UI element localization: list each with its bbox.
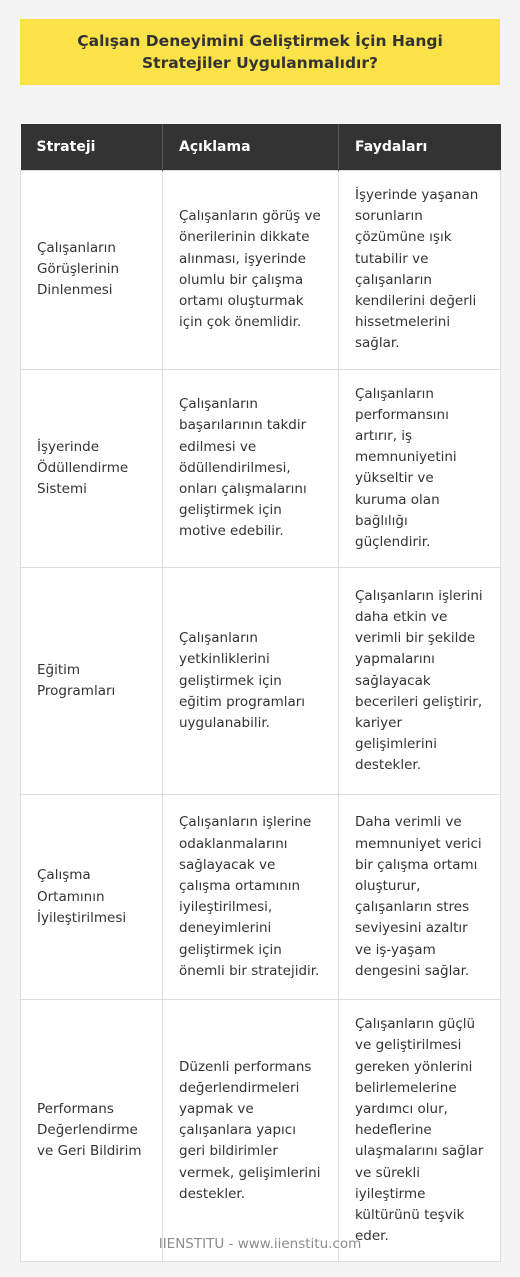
strategy-cell: Çalışma Ortamının İyileştirilmesi	[21, 795, 163, 1000]
strategy-cell: Performans Değerlendirme ve Geri Bildirim	[21, 1000, 163, 1262]
strategy-cell: İşyerinde Ödüllendirme Sistemi	[21, 369, 163, 568]
benefits-cell: Çalışanların performansını artırır, iş memnuniyetini yükseltir ve kuruma olan bağlılığı güçlendirir.	[339, 369, 501, 568]
description-cell: Çalışanların işlerine odaklanmalarını sağlayacak ve çalışma ortamının iyileştirilmesi, deneyimlerini geliştirmek için önemli bir stratejidir.	[163, 795, 339, 1000]
table-header-row	[21, 124, 501, 171]
title-banner	[20, 19, 500, 85]
footer-credit: IIENSTITU - www.iienstitu.com	[158, 1236, 362, 1252]
benefits-cell: Çalışanların güçlü ve geliştirilmesi gereken yönlerini belirlemelerine yardımcı olur, hedeflerine ulaşmalarını sağlar ve sürekli iyileştirme kültürünü teşvik eder.	[339, 1000, 501, 1262]
description-cell: Düzenli performans değerlendirmeleri yapmak ve çalışanlara yapıcı geri bildirimler vermek, gelişimlerini destekler.	[163, 1000, 339, 1262]
table-row	[21, 568, 501, 795]
benefits-cell: Daha verimli ve memnuniyet verici bir çalışma ortamı oluşturur, çalışanların stres seviyesini azaltır ve iş-yaşam dengesini sağlar.	[339, 795, 501, 1000]
table-row	[21, 369, 501, 568]
page-title: Çalışan Deneyimini Geliştirmek İçin Hangi Stratejiler Uygulanmalıdır?	[77, 32, 443, 72]
description-cell: Çalışanların başarılarının takdir edilmesi ve ödüllendirilmesi, onları çalışmalarını geliştirmek için motive edebilir.	[163, 369, 339, 568]
column-header-description: Açıklama	[163, 124, 339, 171]
table-row	[21, 1000, 501, 1262]
strategy-cell: Çalışanların Görüşlerinin Dinlenmesi	[21, 171, 163, 370]
description-cell: Çalışanların yetkinliklerini geliştirmek için eğitim programları uygulanabilir.	[163, 568, 339, 795]
benefits-cell: Çalışanların işlerini daha etkin ve verimli bir şekilde yapmalarını sağlayacak becerileri geliştirir, kariyer gelişimlerini destekler.	[339, 568, 501, 795]
strategy-table	[20, 124, 501, 1262]
column-header-benefits: Faydaları	[339, 124, 501, 171]
strategy-cell: Eğitim Programları	[21, 568, 163, 795]
table-row	[21, 171, 501, 370]
table-row	[21, 795, 501, 1000]
column-header-strategy: Strateji	[21, 124, 163, 171]
description-cell: Çalışanların görüş ve önerilerinin dikkate alınması, işyerinde olumlu bir çalışma ortamı oluşturmak için çok önemlidir.	[163, 171, 339, 370]
benefits-cell: İşyerinde yaşanan sorunların çözümüne ışık tutabilir ve çalışanların kendilerini değerli hissetmelerini sağlar.	[339, 171, 501, 370]
